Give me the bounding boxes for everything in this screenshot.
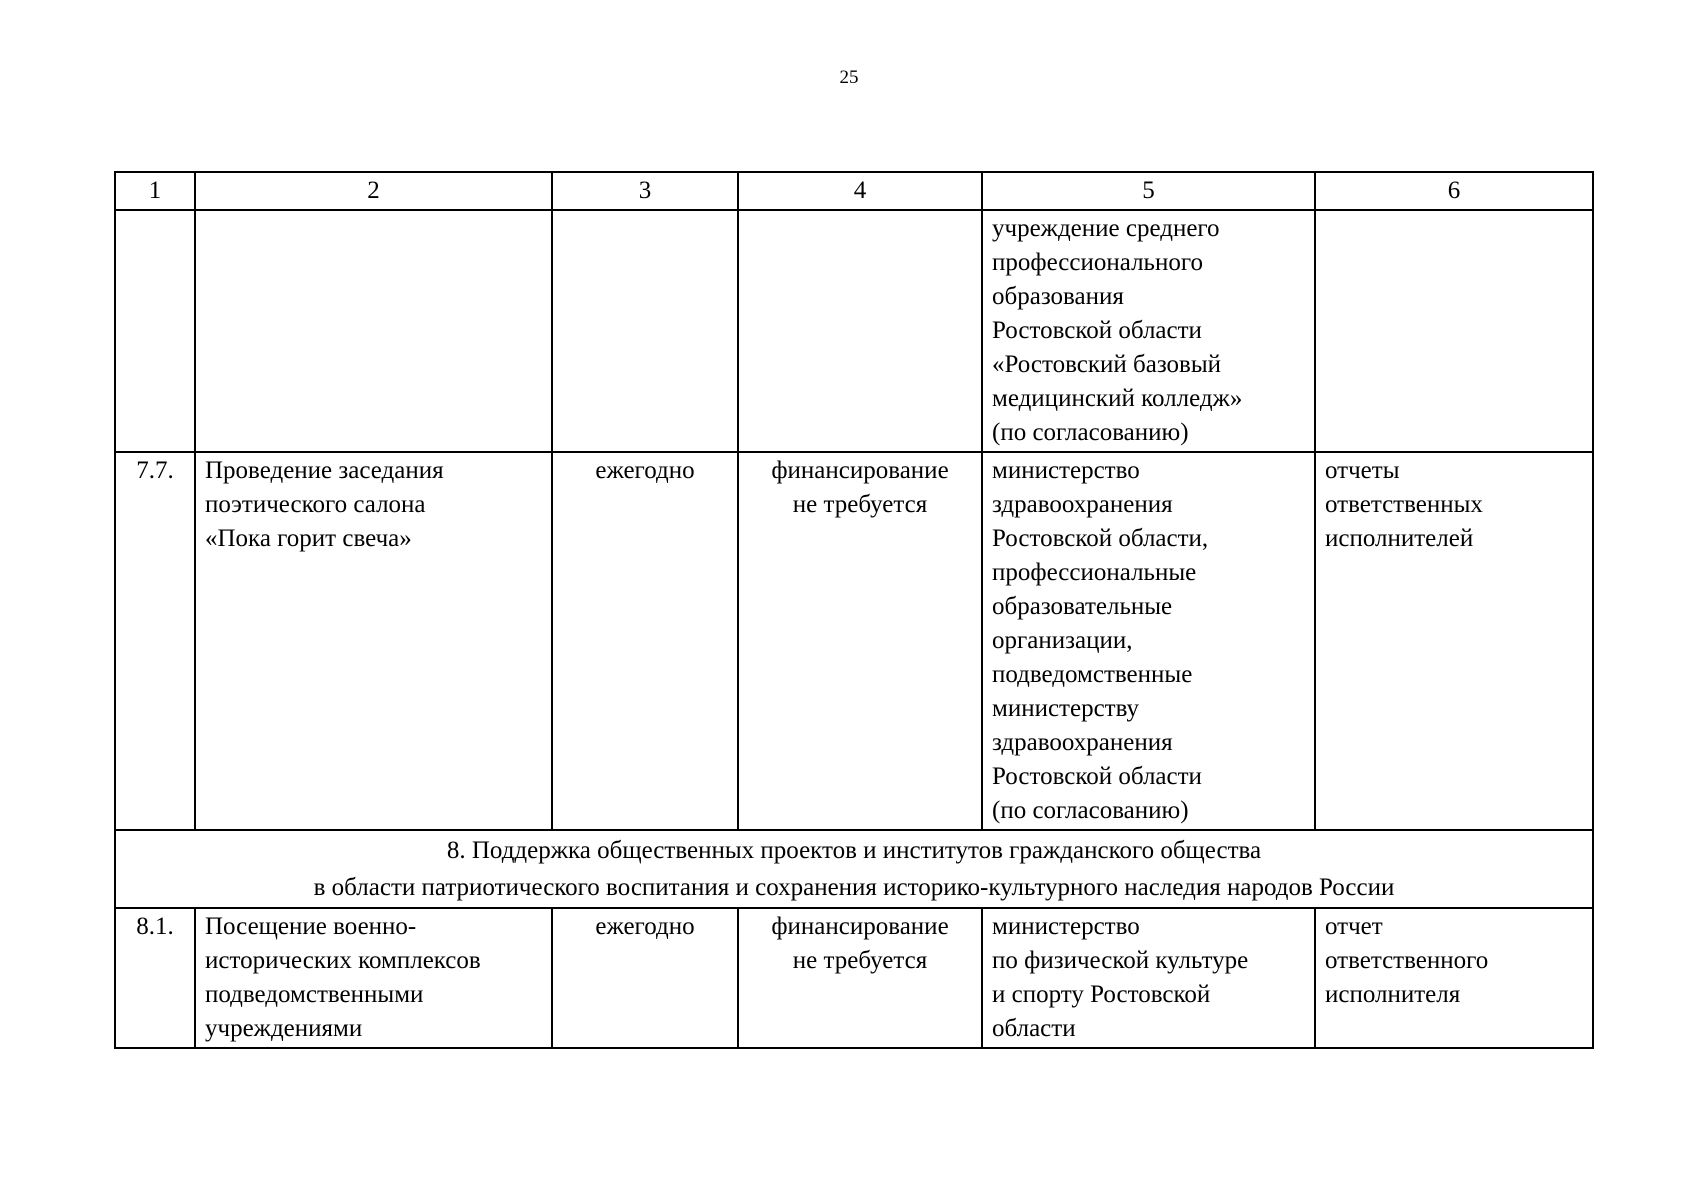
text-line: образования bbox=[992, 283, 1124, 310]
cell-result bbox=[1315, 452, 1593, 830]
header-cell-4: 4 bbox=[738, 172, 982, 210]
text-line: Ростовской области, bbox=[992, 525, 1209, 552]
text-line: министерство bbox=[992, 913, 1140, 940]
text-line: финансирование bbox=[771, 457, 949, 484]
section-heading-line: в области патриотического воспитания и сохранения историко-культурного наследия народов России bbox=[313, 874, 1395, 901]
text-line: «Пока горит свеча» bbox=[205, 525, 412, 552]
cell-term: ежегодно bbox=[552, 908, 738, 1048]
section-heading-line: 8. Поддержка общественных проектов и институтов гражданского общества bbox=[446, 837, 1262, 864]
text-line: Проведение заседания bbox=[205, 457, 444, 484]
header-cell-6: 6 bbox=[1315, 172, 1593, 210]
plan-table bbox=[114, 171, 1594, 1049]
cell-funding bbox=[738, 908, 982, 1048]
cell-term bbox=[552, 210, 738, 452]
header-cell-2: 2 bbox=[195, 172, 552, 210]
text-line: здравоохранения bbox=[992, 491, 1173, 518]
text-line: Ростовской области bbox=[992, 763, 1202, 790]
header-cell-1: 1 bbox=[115, 172, 195, 210]
text-line: «Ростовский базовый bbox=[992, 351, 1222, 378]
cell-event bbox=[195, 452, 552, 830]
text-line: ответственных bbox=[1325, 491, 1483, 518]
text-line: профессионального bbox=[992, 249, 1203, 276]
text-line: образовательные bbox=[992, 593, 1173, 620]
cell-executors bbox=[982, 452, 1315, 830]
text-line: исполнителей bbox=[1325, 525, 1474, 552]
text-line: ответственного bbox=[1325, 947, 1489, 974]
text-line: подведомственные bbox=[992, 661, 1193, 688]
text-line: исполнителя bbox=[1325, 981, 1461, 1008]
text-line: Посещение военно- bbox=[205, 913, 417, 940]
text-line: здравоохранения bbox=[992, 729, 1173, 756]
text-line: организации, bbox=[992, 627, 1133, 654]
text-line: не требуется bbox=[792, 947, 928, 974]
cell-executors bbox=[982, 908, 1315, 1048]
cell-executors bbox=[982, 210, 1315, 452]
cell-result bbox=[1315, 908, 1593, 1048]
section-heading bbox=[115, 830, 1593, 908]
text-line: по физической культуре bbox=[992, 947, 1249, 974]
header-cell-3: 3 bbox=[552, 172, 738, 210]
table-row-8-1 bbox=[115, 908, 1593, 1048]
section-row-8 bbox=[115, 830, 1593, 908]
text-line: финансирование bbox=[771, 913, 949, 940]
cell-num: 8.1. bbox=[115, 908, 195, 1048]
text-line: учреждениями bbox=[205, 1015, 363, 1042]
cell-num: 7.7. bbox=[115, 452, 195, 830]
cell-funding bbox=[738, 452, 982, 830]
table-header-row bbox=[115, 172, 1593, 210]
text-line: медицинский колледж» bbox=[992, 385, 1243, 412]
text-line: профессиональные bbox=[992, 559, 1197, 586]
table-row-continuation bbox=[115, 210, 1593, 452]
cell-event bbox=[195, 908, 552, 1048]
page-number: 25 bbox=[839, 67, 859, 88]
text-line: Ростовской области bbox=[992, 317, 1202, 344]
text-line: отчеты bbox=[1325, 457, 1400, 484]
text-line: и спорту Ростовской bbox=[992, 981, 1211, 1008]
cell-num bbox=[115, 210, 195, 452]
cell-term: ежегодно bbox=[552, 452, 738, 830]
cell-event bbox=[195, 210, 552, 452]
text-line: подведомственными bbox=[205, 981, 424, 1008]
text-line: (по согласованию) bbox=[992, 419, 1189, 446]
text-line: области bbox=[992, 1015, 1076, 1042]
text-line: поэтического салона bbox=[205, 491, 426, 518]
header-cell-5: 5 bbox=[982, 172, 1315, 210]
text-line: отчет bbox=[1325, 913, 1383, 940]
text-line: не требуется bbox=[792, 491, 928, 518]
text-line: (по согласованию) bbox=[992, 797, 1189, 824]
text-line: учреждение среднего bbox=[992, 215, 1220, 242]
text-line: министерство bbox=[992, 457, 1140, 484]
table-row-7-7 bbox=[115, 452, 1593, 830]
cell-funding bbox=[738, 210, 982, 452]
text-line: министерству bbox=[992, 695, 1140, 722]
cell-result bbox=[1315, 210, 1593, 452]
text-line: исторических комплексов bbox=[205, 947, 481, 974]
